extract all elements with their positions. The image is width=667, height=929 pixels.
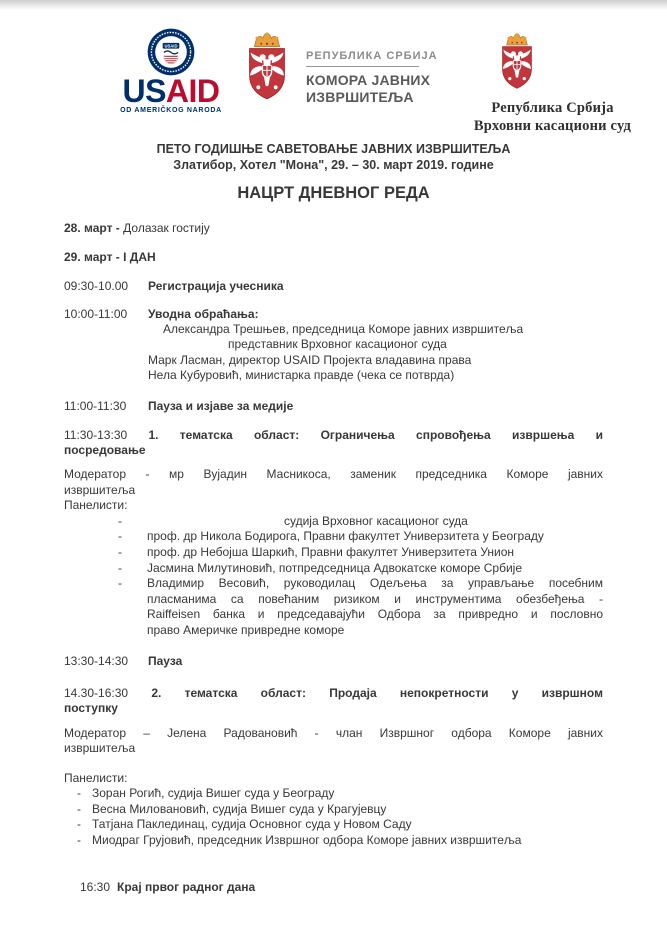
moderator-line1: Модератор - мр Вујадин Масникоса, заменик председника Коморе јавних — [64, 467, 603, 482]
session1-title-text: 1. тематска област: Ограничења спровођења извршења и — [148, 427, 603, 442]
session-label: Уводна обраћања: — [148, 306, 259, 321]
panelist-text-line: Владимир Весовић, руководилац Одељења за управљање посебним — [147, 576, 603, 591]
session1-moderator — [64, 467, 603, 498]
conference-location-date: Златибор, Хотел "Мона", 29. – 30. март 2019. године — [173, 158, 494, 172]
day-28-text: Долазак гостију — [123, 221, 210, 236]
day-28-date: 28. март - — [64, 221, 120, 236]
panelist-text: Зоран Рогић, судија Вишег суда у Београду — [92, 786, 335, 801]
usaid-logo — [108, 27, 234, 114]
session2-title — [64, 686, 603, 717]
session2-title-line2: поступку — [64, 701, 118, 716]
panelist-text: судија Врховног касационог суда — [284, 513, 468, 528]
time-label: 16:30 — [80, 879, 111, 894]
moderator-line1: Модератор – Јелена Радовановић - члан Извршног одбора Коморе јавних — [64, 725, 603, 740]
chamber-logo-text — [306, 50, 438, 106]
chamber-divider — [306, 66, 419, 67]
usaid-tagline: OD AMERIČKOG NARODA — [120, 107, 222, 114]
time-label: 11:30-13:30 — [64, 427, 128, 442]
speaker-line: Нела Кубуровић, министарка правде (чека се потврда) — [148, 367, 455, 382]
time-label: 14.30-16:30 — [64, 686, 129, 700]
time-label: 13:30-14:30 — [64, 653, 129, 668]
dash-bullet: - — [118, 545, 122, 560]
panelist-item — [64, 561, 603, 577]
dash-bullet: - — [77, 817, 81, 832]
serbia-coat-of-arms-icon — [238, 26, 296, 106]
session-label: Пауза — [148, 653, 183, 668]
panelist-item — [64, 802, 603, 818]
panelist-text: проф. др Никола Бодирога, Правни факултет Универзитета у Београду — [147, 529, 544, 544]
chamber-name-line1: КОМОРА ЈАВНИХ — [306, 72, 431, 88]
panelist-text-line: пласманима са повећаним ризиком и инструментима обезбеђења - — [147, 591, 603, 606]
session2-title-text: 2. тематска област: Продаја непокретности у извршном — [151, 686, 603, 700]
time-label: 11:00-11:30 — [64, 399, 127, 414]
schedule-row-media-break — [64, 399, 603, 414]
moderator-line2: извршитеља — [64, 482, 136, 497]
panelist-item — [64, 786, 603, 802]
panelist-item — [64, 514, 603, 530]
moderator-line2: извршитеља — [64, 741, 136, 756]
chamber-country-label: РЕПУБЛИКА СРБИЈА — [306, 50, 438, 62]
session1-panelists — [64, 498, 603, 638]
usaid-wordmark-aid: AID — [165, 73, 220, 109]
session2-moderator — [64, 726, 603, 757]
dash-bullet: - — [77, 833, 81, 847]
header-logos — [0, 0, 667, 132]
usaid-wordmark-us: US — [122, 73, 166, 109]
usaid-seal-icon — [146, 27, 196, 77]
session1-title-line2: посредовање — [64, 443, 146, 458]
court-caption — [450, 100, 655, 135]
chamber-logo — [238, 26, 438, 106]
panelist-item — [64, 576, 603, 638]
agenda-document — [64, 132, 603, 895]
dash-bullet: - — [118, 560, 122, 575]
session2-panelists — [64, 771, 603, 849]
dash-bullet: - — [77, 786, 81, 801]
schedule-row-end-of-day — [80, 880, 603, 895]
time-label: 09:30-10.00 — [64, 279, 129, 294]
panelist-item — [64, 833, 603, 849]
dash-bullet: - — [118, 529, 122, 544]
panelist-item — [64, 545, 603, 561]
panelist-item — [64, 817, 603, 833]
court-caption-line1: Република Србија — [491, 100, 614, 116]
session-label: Крај првог радног дана — [117, 879, 256, 894]
session-label: Регистрација учесника — [148, 279, 284, 294]
panelist-text-multiline — [147, 576, 603, 638]
dash-bullet: - — [118, 576, 122, 591]
panelist-text: Миодраг Грујовић, председник Извршног одбора Коморе јавних извршитеља — [92, 833, 522, 847]
session1-title-line1 — [64, 428, 603, 443]
dash-bullet: - — [77, 801, 81, 816]
panelists-label: Панелисти: — [64, 770, 128, 785]
speaker-line: Марк Ласман, директор USAID Пројекта владавина права — [148, 352, 472, 367]
day-28-row — [64, 221, 603, 236]
serbia-coat-of-arms-icon — [493, 28, 541, 94]
panelist-text-line: право Америчке привредне коморе — [147, 623, 345, 637]
time-label: 10:00-11:00 — [64, 306, 128, 321]
speaker-line: представник Врховног касационог суда — [228, 337, 447, 352]
chamber-name-line2: ИЗВРШИТЕЉА — [306, 89, 414, 105]
panelist-text: Татјана Паклединац, судија Основног суда у Новом Саду — [92, 817, 412, 832]
panelist-item — [64, 529, 603, 545]
agenda-heading: НАЦРТ ДНЕВНОГ РЕДА — [237, 184, 430, 202]
panelist-text-line: Raiffeisen банка и председавајући Одбора за привредно и пословно — [147, 607, 603, 622]
supreme-court-logo — [450, 28, 655, 135]
usaid-seal-label: USAID — [164, 43, 178, 49]
panelist-text: проф. др Небојша Шаркић, Правни факултет Универзитета Унион — [147, 545, 515, 560]
session2-title-line1 — [64, 686, 603, 701]
panelist-text: Весна Миловановић, судија Вишег суда у Крагујевцу — [92, 801, 387, 816]
session-label: Пауза и изјаве за медије — [148, 399, 294, 414]
panelist-text: Јасмина Милутиновић, потпредседница Адвокатске коморе Србије — [147, 560, 523, 575]
dash-bullet: - — [118, 513, 122, 528]
schedule-row-lunch-break — [64, 654, 603, 669]
day-29-row: 29. март - I ДАН — [64, 249, 156, 264]
conference-title: ПЕТО ГОДИШЊЕ САВЕТОВАЊЕ ЈАВНИХ ИЗВРШИТЕЉА — [156, 142, 511, 156]
usaid-wordmark — [108, 73, 234, 109]
panelists-label: Панелисти: — [64, 498, 128, 513]
schedule-row-opening — [64, 307, 603, 322]
court-caption-line2: Врховни касациони суд — [473, 117, 632, 134]
schedule-row-registration — [64, 279, 603, 294]
speaker-line: Александра Трешњев, председница Коморе јавних извршитеља — [163, 322, 524, 337]
session1-title — [64, 428, 603, 459]
